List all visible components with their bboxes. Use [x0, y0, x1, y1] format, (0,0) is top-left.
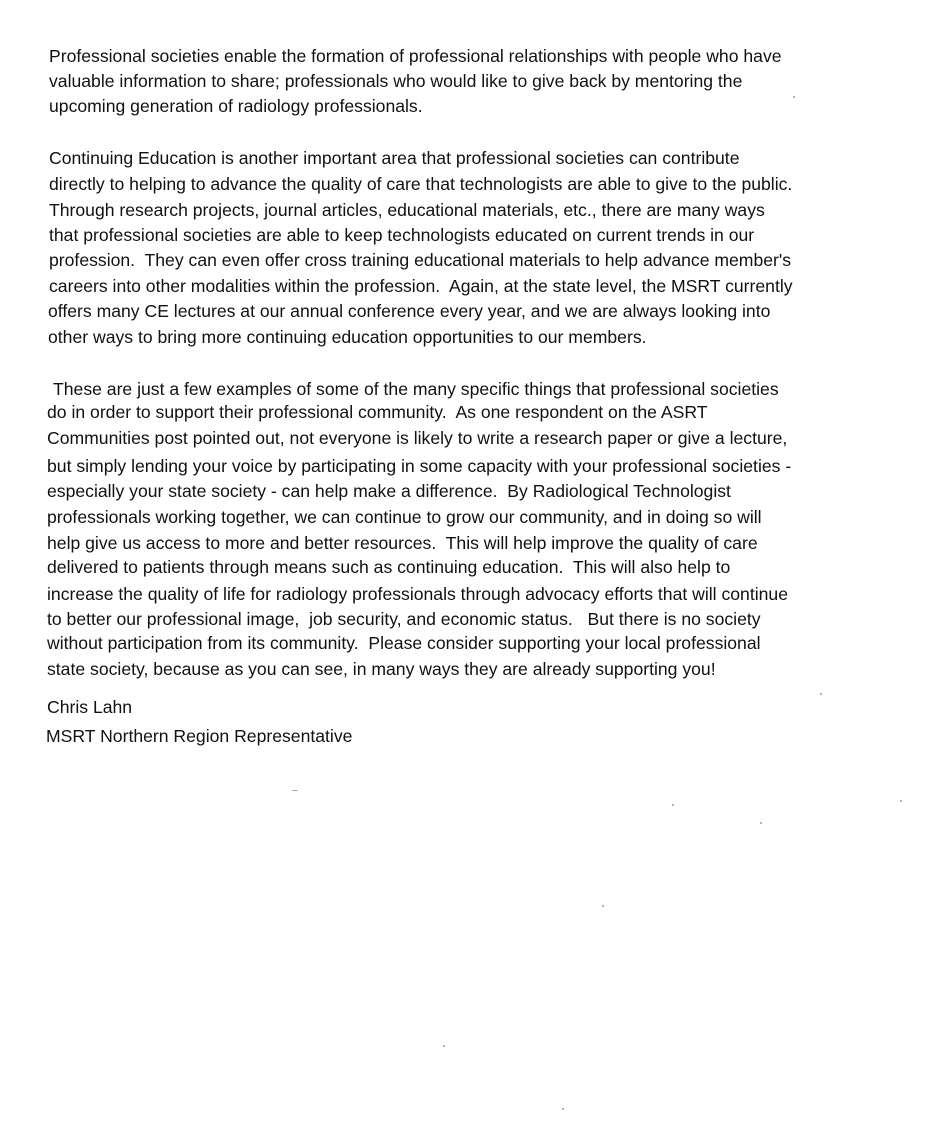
text-line: help give us access to more and better resources. This will help improve the quality of care: [47, 533, 758, 553]
scan-speck: [602, 905, 604, 907]
text-line: other ways to bring more continuing education opportunities to our members.: [48, 327, 647, 347]
text-line: valuable information to share; professionals who would like to give back by mentoring the: [49, 71, 743, 91]
text-line: do in order to support their professional community. As one respondent on the ASRT: [47, 402, 708, 422]
text-line: especially your state society - can help make a difference. By Radiological Technologist: [47, 481, 731, 501]
scan-speck: [760, 822, 762, 824]
scan-speck: [793, 96, 795, 98]
text-line: These are just a few examples of some of the many specific things that professional societies: [53, 379, 779, 399]
text-line: without participation from its community. Please consider supporting your local professional: [47, 633, 761, 653]
text-line: Through research projects, journal articles, educational materials, etc., there are many ways: [49, 200, 765, 220]
text-line: increase the quality of life for radiology professionals through advocacy efforts that will continue: [47, 584, 788, 604]
scan-speck: [820, 693, 822, 695]
text-line: careers into other modalities within the profession. Again, at the state level, the MSRT currently: [49, 276, 793, 296]
scan-speck: [672, 804, 674, 806]
scan-speck: [900, 800, 902, 802]
text-line: upcoming generation of radiology professionals.: [49, 96, 423, 116]
text-line: offers many CE lectures at our annual conference every year, and we are always looking into: [48, 301, 771, 321]
signature-name: Chris Lahn: [47, 697, 133, 717]
text-line: Continuing Education is another important area that professional societies can contribute: [49, 148, 740, 168]
text-line: state society, because as you can see, in many ways they are already supporting you!: [47, 659, 716, 679]
text-line: that professional societies are able to keep technologists educated on current trends in our: [49, 225, 755, 245]
text-line: professionals working together, we can continue to grow our community, and in doing so will: [47, 507, 762, 527]
scan-speck: [292, 790, 298, 791]
text-line: Professional societies enable the formation of professional relationships with people who have: [49, 46, 782, 66]
scan-speck: [443, 1045, 445, 1047]
text-line: delivered to patients through means such as continuing education. This will also help to: [47, 557, 731, 577]
signature-title: MSRT Northern Region Representative: [46, 726, 353, 746]
text-line: directly to helping to advance the quality of care that technologists are able to give to the public.: [49, 174, 793, 194]
text-line: but simply lending your voice by participating in some capacity with your professional societies -: [47, 456, 792, 476]
text-line: profession. They can even offer cross training educational materials to help advance member's: [49, 250, 792, 270]
text-line: Communities post pointed out, not everyone is likely to write a research paper or give a lecture,: [47, 428, 788, 448]
text-line: to better our professional image, job security, and economic status. But there is no society: [47, 609, 761, 629]
scan-speck: [562, 1108, 564, 1110]
